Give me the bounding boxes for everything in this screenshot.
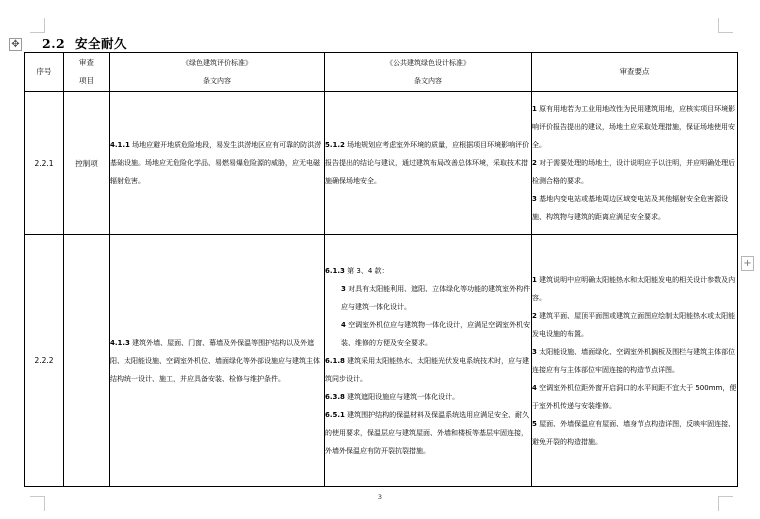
row-seq: 2.2.1 <box>25 92 64 235</box>
table-move-handle-icon[interactable]: ✥ <box>9 38 22 51</box>
crop-mark-top-left <box>30 18 45 33</box>
row-item <box>64 235 110 487</box>
design-clause: 5.1.2 场地规划应考虑室外环境的质量，应根据项目环境影响评价报告提出的结论与建议，通过建筑布局改善总体环境，采取技术措施确保场地安全。 <box>325 92 532 235</box>
header-item: 审查 项目 <box>64 53 110 92</box>
review-point: 5 屋面、外墙保温应有屋面、墙身节点构造详图，反映牢固连接、避免开裂的构造措施。 <box>532 419 736 446</box>
row-seq: 2.2.2 <box>25 235 64 487</box>
page-number: 3 <box>377 493 383 501</box>
crop-mark-top-right <box>718 18 733 33</box>
header-seq: 序号 <box>25 53 64 92</box>
section-heading <box>42 34 127 52</box>
review-point: 2 建筑平面、屋顶平面图或建筑立面图应绘制太阳能热水或太阳能发电设施的布置。 <box>532 311 736 338</box>
eval-clause: 4.1.1 场地应避开地质危险地段，易发生洪涝地区应有可靠的防洪涝基础设施。场地应无危险化学品、易燃易爆危险源的威胁，应无电磁辐射危害。 <box>110 92 325 235</box>
review-points <box>532 235 738 487</box>
add-column-icon[interactable]: + <box>741 256 754 271</box>
row-item: 控制项 <box>64 92 110 235</box>
eval-clause: 4.1.3 建筑外墙、屋面、门窗、幕墙及外保温等围护结构以及外遮阳、太阳能设施、空调室外机位、墙面绿化等外部设施应与建筑主体结构统一设计、施工，并应具备安装、检修与维护条件。 <box>110 235 325 487</box>
design-clause: 6.1.3 第 3、4 款： 3 对具有太阳能利用、遮阳、立体绿化等功能的建筑室外构件应与建筑一体化设计。 4 空调室外机位应与建筑物一体化设计，应满足空调室外机安装、维修的方便及安全要求。 6.1.8 建筑采用太阳能热水、太阳能光伏发电系统技术时，应与建筑同步设计。 6.3.8 建筑遮阳设施应与建筑一体化设计。 6.5.1 建筑围护结构的保温材料及保温系统选用应满足安全、耐久的使用要求，保温层应与建筑屋面、外墙和楼板等基层牢固连接，外墙外保温应有防开裂抗裂措施。 <box>325 235 532 487</box>
section-title: 安全耐久 <box>74 36 127 51</box>
review-point: 4 空调室外机位距外窗开启洞口的水平间距不宜大于 500mm，便于室外机传递与安装维修。 <box>532 383 737 410</box>
section-number: 2.2 <box>42 36 66 51</box>
table-row <box>25 235 738 487</box>
header-review-points: 审查要点 <box>532 53 738 92</box>
review-point: 2 对于需要处理的场地土，设计说明应予以注明，并应明确处理后检测合格的要求。 <box>532 159 736 185</box>
table-header-row <box>25 53 738 92</box>
header-green-design: 《公共建筑绿色设计标准》 条文内容 <box>325 53 532 92</box>
review-table <box>24 52 738 487</box>
review-points <box>532 92 738 235</box>
review-point: 1 建筑说明中应明确太阳能热水和太阳能发电的相关设计参数及内容。 <box>532 275 736 302</box>
table-row <box>25 92 738 235</box>
review-point: 3 太阳能设施、墙面绿化、空调室外机搁板及围栏与建筑主体部位连接应有与主体部位牢固连接的构造节点详图。 <box>532 347 736 374</box>
review-point: 3 基地内变电站或基地周边区域变电站及其他辐射安全危害源设施、构筑物与建筑的距离应满足安全要求。 <box>532 195 729 221</box>
header-green-eval: 《绿色建筑评价标准》 条文内容 <box>110 53 325 92</box>
review-point: 1 原有用地若为工业用地改性为民用建筑用地，应核实项目环境影响评价报告提出的建议，场地土应采取处理措施，保证场地使用安全。 <box>532 105 736 149</box>
